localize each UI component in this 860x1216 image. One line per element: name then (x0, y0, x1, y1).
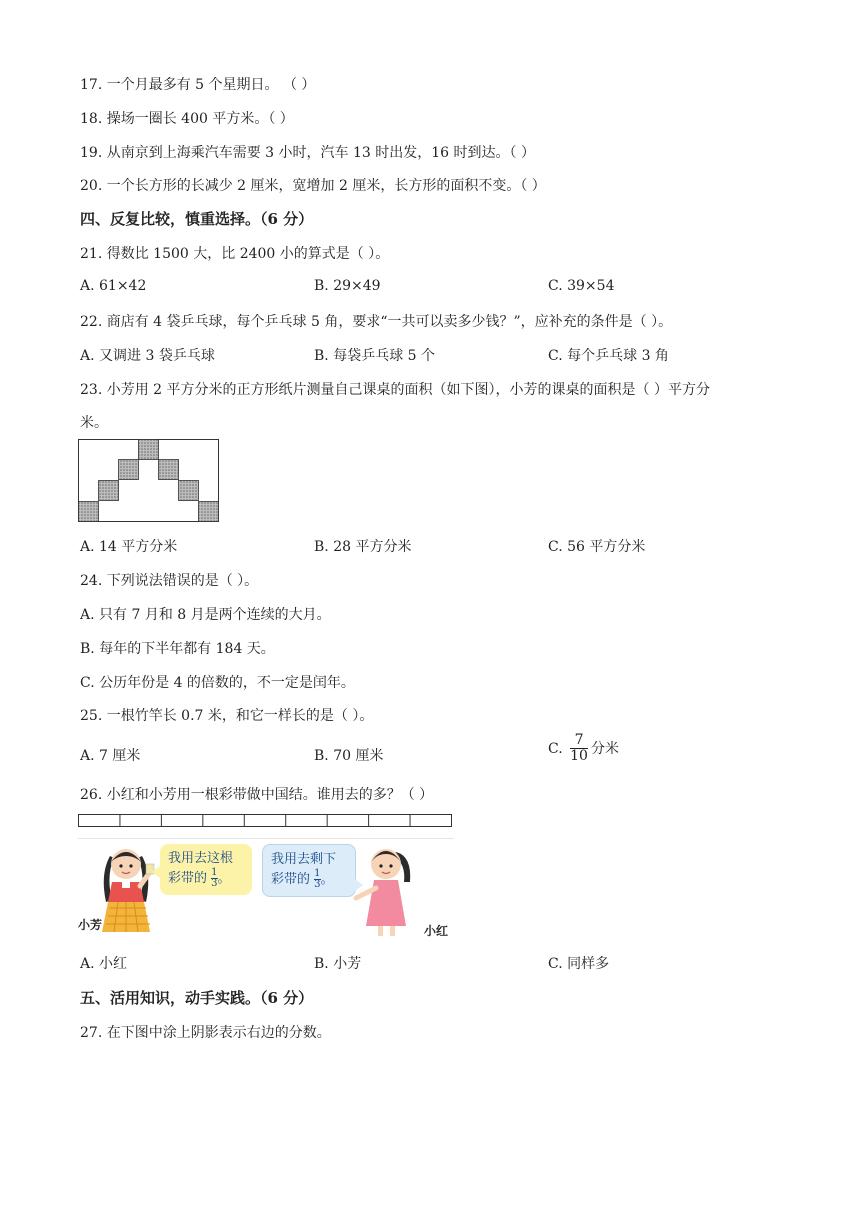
illustration (78, 836, 454, 940)
speech-bubble-xiaofang (160, 844, 252, 895)
shaded-square (79, 502, 99, 522)
speech-bubble-xiaohong (262, 844, 356, 897)
fraction-denominator: 10 (570, 748, 588, 765)
shaded-square (119, 460, 139, 480)
q24-option-b: B. 每年的下半年都有 184 天。 (80, 641, 275, 657)
question-23: 23. 小芳用 2 平方分米的正方形纸片测量自己课桌的面积（如下图），小芳的课桌的面积是（ ）平方分 (80, 382, 710, 398)
fraction-unit: 分米 (590, 740, 619, 757)
question-18: 18. 操场一圈长 400 平方米。（ ） (80, 111, 294, 127)
q25-option-c (548, 733, 619, 765)
q24-option-c: C. 公历年份是 4 的倍数的，不一定是闰年。 (80, 675, 355, 691)
section-5-heading: 五、活用知识，动手实践。（6 分） (80, 989, 314, 1007)
ribbon-figure (78, 814, 454, 828)
q23-option-b: B. 28 平方分米 (314, 539, 412, 555)
bubble-text: 彩带的 (168, 871, 208, 886)
q22-option-b: B. 每袋乒乓球 5 个 (314, 348, 435, 364)
q21-option-b: B. 29×49 (314, 278, 381, 294)
q26-option-c: C. 同样多 (548, 956, 610, 972)
question-23-cont: 米。 (80, 415, 108, 431)
q23-option-c: C. 56 平方分米 (548, 539, 646, 555)
q21-option-c: C. 39×54 (548, 278, 615, 294)
q25-option-c-label: C. (548, 740, 563, 757)
divider (78, 838, 454, 839)
bubble-text-end: 。 (217, 871, 231, 886)
shaded-square (179, 481, 199, 501)
fraction-denominator: 3 (211, 878, 218, 889)
question-21: 21. 得数比 1500 大，比 2400 小的算式是（ ）。 (80, 246, 390, 262)
girl-xiaohong-figure (350, 840, 420, 940)
question-25: 25. 一根竹竿长 0.7 米，和它一样长的是（ ）。 (80, 708, 374, 724)
question-22: 22. 商店有 4 袋乒乓球，每个乒乓球 5 角，要求“一共可以卖多少钱？”，应补充的条件是（ ）。 (80, 314, 673, 330)
question-20: 20. 一个长方形的长减少 2 厘米，宽增加 2 厘米，长方形的面积不变。（ ） (80, 178, 546, 194)
q23-option-a: A. 14 平方分米 (80, 539, 178, 555)
name-xiaohong: 小红 (424, 924, 449, 938)
fraction-numerator: 1 (211, 867, 218, 878)
fraction-denominator: 3 (314, 879, 321, 890)
q26-option-a: A. 小红 (80, 956, 128, 972)
q22-option-c: C. 每个乒乓球 3 角 (548, 348, 669, 364)
bubble-text: 彩带的 (271, 872, 311, 887)
q21-option-a: A. 61×42 (80, 278, 147, 294)
shaded-square (199, 502, 219, 522)
fraction-numerator: 1 (314, 868, 321, 879)
q25-fraction (570, 733, 588, 765)
question-19: 19. 从南京到上海乘汽车需要 3 小时，汽车 13 时出发，16 时到达。（ ） (80, 145, 535, 161)
q25-option-b: B. 70 厘米 (314, 748, 384, 764)
desk-area-figure (78, 439, 220, 523)
shaded-square (99, 481, 119, 501)
question-24: 24. 下列说法错误的是（ ）。 (80, 573, 259, 589)
question-17: 17. 一个月最多有 5 个星期日。 （ ） (80, 77, 316, 93)
q24-option-a: A. 只有 7 月和 8 月是两个连续的大月。 (80, 607, 331, 623)
q25-option-a: A. 7 厘米 (80, 748, 141, 764)
q22-option-a: A. 又调进 3 袋乒乓球 (80, 348, 215, 364)
bubble-text-end: 。 (320, 872, 334, 887)
name-xiaofang: 小芳 (78, 918, 103, 932)
question-27: 27. 在下图中涂上阴影表示右边的分数。 (80, 1025, 331, 1041)
question-26: 26. 小红和小芳用一根彩带做中国结。谁用去的多？（ ） (80, 787, 434, 803)
bubble-text: 我用去这根 (168, 851, 234, 866)
q26-option-b: B. 小芳 (314, 956, 362, 972)
shaded-square (159, 460, 179, 480)
fraction-numerator: 7 (570, 733, 588, 749)
section-4-heading: 四、反复比较，慎重选择。（6 分） (80, 210, 314, 228)
bubble-text: 我用去剩下 (271, 852, 337, 867)
shaded-square (139, 440, 159, 460)
